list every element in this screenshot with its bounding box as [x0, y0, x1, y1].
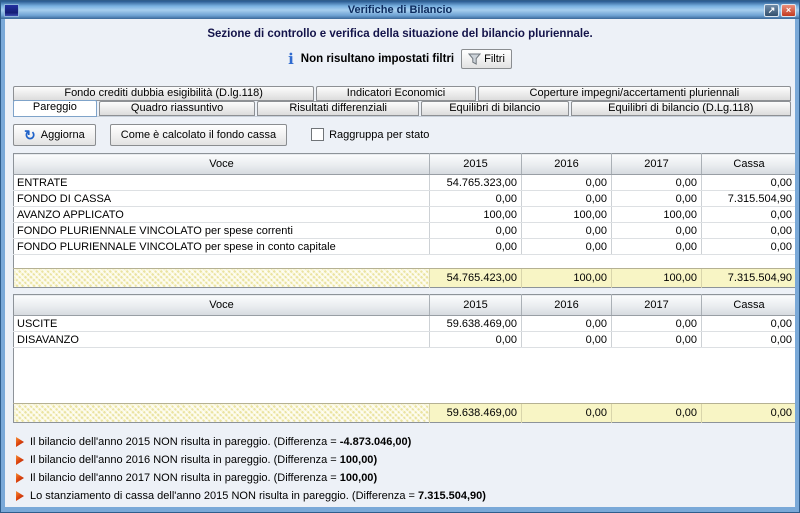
title-bar	[1, 1, 799, 19]
message-cassa-2015: Lo stanziamento di cassa dell'anno 2015 NON risulta in pareggio. (Differenza = 7.315.504,90)	[16, 487, 791, 505]
group-by-state-control	[311, 128, 429, 141]
column-header-2017[interactable]: 2017	[612, 154, 702, 175]
fondo-cassa-button[interactable]	[110, 124, 287, 146]
entrate-filler-row	[14, 255, 797, 269]
uscite-total-row: 59.638.469,00 0,00 0,00 0,00	[14, 404, 797, 423]
filter-status-row	[9, 48, 791, 70]
message-pareggio-2016: Il bilancio dell'anno 2016 NON risulta in pareggio. (Differenza = 100,00)	[16, 451, 791, 469]
table-row-avanzo-applicato[interactable]: AVANZO APPLICATO 100,00 100,00 100,00 0,00	[14, 207, 797, 223]
refresh-button[interactable]	[13, 124, 96, 146]
tab-equilibri-bilancio-dlg118[interactable]: Equilibri di bilancio (D.Lg.118)	[571, 101, 791, 116]
tab-indicatori-economici[interactable]: Indicatori Economici	[316, 86, 476, 101]
group-by-state-label: Raggruppa per stato	[329, 128, 430, 141]
tab-quadro-riassuntivo[interactable]: Quadro riassuntivo	[99, 101, 256, 116]
red-flag-icon	[16, 473, 24, 483]
fondo-cassa-button-label: Come è calcolato il fondo cassa	[120, 128, 277, 141]
table-row-fpv-correnti[interactable]: FONDO PLURIENNALE VINCOLATO per spese correnti 0,00 0,00 0,00 0,00	[14, 223, 797, 239]
entrate-table	[13, 153, 797, 288]
tab-equilibri-bilancio[interactable]: Equilibri di bilancio	[421, 101, 569, 116]
red-flag-icon	[16, 491, 24, 501]
column-header-2016[interactable]: 2016	[522, 295, 612, 316]
uscite-table	[13, 294, 797, 423]
tab-coperture-impegni[interactable]: Coperture impegni/accertamenti pluriennali	[478, 86, 791, 101]
column-header-cassa[interactable]: Cassa	[702, 295, 797, 316]
column-header-voce[interactable]: Voce	[14, 295, 430, 316]
uscite-filler-row	[14, 348, 797, 404]
column-header-cassa[interactable]: Cassa	[702, 154, 797, 175]
refresh-icon: ↻	[24, 126, 36, 143]
filter-status-text: Non risultano impostati filtri	[300, 53, 455, 65]
entrate-total-row: 54.765.423,00 100,00 100,00 7.315.504,90	[14, 269, 797, 288]
table-row-entrate[interactable]: ENTRATE 54.765.323,00 0,00 0,00 0,00	[14, 175, 797, 191]
filters-button[interactable]	[461, 49, 512, 69]
group-by-state-checkbox[interactable]	[311, 128, 324, 141]
tab-pareggio[interactable]: Pareggio	[13, 100, 97, 117]
red-flag-icon	[16, 437, 24, 447]
tab-row-bottom	[13, 101, 791, 116]
funnel-icon	[468, 53, 481, 65]
filters-button-label: Filtri	[484, 53, 505, 65]
validation-messages	[9, 433, 791, 505]
window-body	[1, 19, 799, 512]
entrate-header-row	[14, 154, 797, 175]
toolbar	[9, 123, 791, 146]
restore-icon[interactable]: ↗	[764, 4, 779, 17]
column-header-2017[interactable]: 2017	[612, 295, 702, 316]
tab-strip	[9, 86, 791, 117]
table-row-uscite[interactable]: USCITE 59.638.469,00 0,00 0,00 0,00	[14, 316, 797, 332]
tab-row-top	[13, 86, 791, 101]
message-pareggio-2015: Il bilancio dell'anno 2015 NON risulta in pareggio. (Differenza = -4.873.046,00)	[16, 433, 791, 451]
close-icon[interactable]: ×	[781, 4, 796, 17]
window-title: Verifiche di Bilancio	[347, 4, 453, 16]
info-icon: ℹ	[288, 49, 294, 68]
column-header-2015[interactable]: 2015	[430, 154, 522, 175]
table-row-fondo-di-cassa[interactable]: FONDO DI CASSA 0,00 0,00 0,00 7.315.504,90	[14, 191, 797, 207]
column-header-2016[interactable]: 2016	[522, 154, 612, 175]
refresh-button-label: Aggiorna	[40, 128, 85, 141]
table-row-fpv-conto-capitale[interactable]: FONDO PLURIENNALE VINCOLATO per spese in conto capitale 0,00 0,00 0,00 0,00	[14, 239, 797, 255]
tab-fondo-crediti[interactable]: Fondo crediti dubbia esigibilità (D.lg.118)	[13, 86, 314, 101]
column-header-voce[interactable]: Voce	[14, 154, 430, 175]
page-title: Sezione di controllo e verifica della situazione del bilancio pluriennale.	[207, 28, 593, 40]
tab-panel-divider	[13, 116, 791, 117]
uscite-header-row	[14, 295, 797, 316]
red-flag-icon	[16, 455, 24, 465]
tab-risultati-differenziali[interactable]: Risultati differenziali	[257, 101, 419, 116]
message-pareggio-2017: Il bilancio dell'anno 2017 NON risulta in pareggio. (Differenza = 100,00)	[16, 469, 791, 487]
column-header-2015[interactable]: 2015	[430, 295, 522, 316]
table-row-disavanzo[interactable]: DISAVANZO 0,00 0,00 0,00 0,00	[14, 332, 797, 348]
